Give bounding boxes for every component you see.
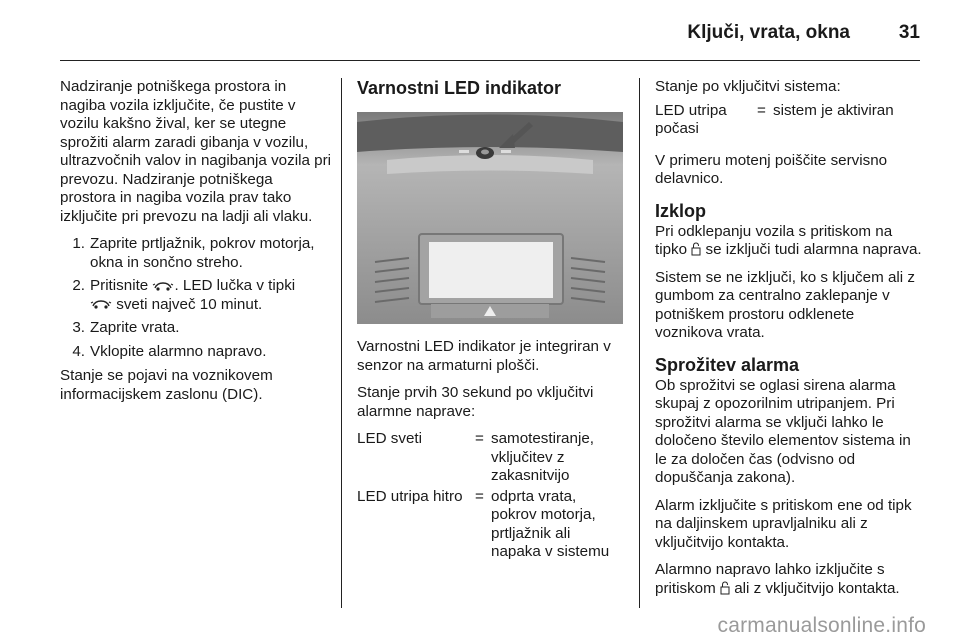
- alarm-paragraph-3: Alarmno napravo lahko izključite s pritiskom ali z vključitvijo kontakta.: [655, 561, 900, 597]
- section-heading-led: Varnostni LED indikator: [357, 78, 562, 98]
- state-after-intro: Stanje po vključitvi sistema:: [655, 78, 841, 95]
- car-alarm-icon: [90, 298, 112, 310]
- page-number: 31: [898, 22, 920, 43]
- table-row: LED utripa hitro = odprta vrata, pokrov motorja, prtljažnik ali napaka v sistemu: [357, 487, 610, 560]
- intro-paragraph: Nadziranje potniškega prostora in nagiba vozila izključite, če pustite v vozilu kakšno žival, ker se utegne sprožiti alarm zaradi gibanja v vozilu, ultrazvočnih valov in nagibanja vozila pri prevozu. Nadziranje potniškega prostora in nagiba vozila prav tako izključite pri prevozu na ladji ali vlaku.: [60, 78, 331, 225]
- section-heading-izklop: Izklop: [655, 200, 707, 221]
- state-intro: Stanje prvih 30 sekund po vključitvi alarmne naprave:: [357, 384, 594, 420]
- alarm-paragraph-2: Alarm izključite s pritiskom ene od tipk na daljinskem upravljalniku ali z vključitvijo kontakta.: [655, 496, 912, 551]
- column-divider-1: [341, 78, 342, 608]
- list-item: 3. Zaprite vrata.: [72, 319, 180, 336]
- column-divider-2: [639, 78, 640, 608]
- lock-icon: [691, 242, 701, 256]
- page-title: Ključi, vrata, okna: [687, 22, 850, 43]
- watermark: carmanualsonline.info: [717, 614, 926, 637]
- column-1: [60, 78, 332, 413]
- list-item: 2. Pritisnite . LED lučka v tipki sveti največ 10 minut.: [72, 277, 296, 313]
- steps-list: [60, 235, 332, 361]
- lock-icon: [720, 581, 730, 595]
- table-row: LED sveti = samotestiranje, vključitev z zakasnitvijo: [357, 430, 594, 484]
- izklop-paragraph-2: Sistem se ne izključi, ko s ključem ali z gumbom za centralno zaklepanje v potniškem prostoru odklenete voznikova vrata.: [655, 268, 915, 341]
- section-heading-alarm: Sprožitev alarma: [655, 354, 800, 375]
- photo-caption: Varnostni LED indikator je integriran v senzor na armaturni plošči.: [357, 338, 611, 374]
- alarm-paragraph-1: Ob sprožitvi se oglasi sirena alarma skupaj z opozorilnim utripanjem. Pri sprožitvi alarma se vključi lahko le določeno število elementov sistema in le za določen čas (odvisno od dopuščanja zakona).: [655, 376, 911, 486]
- izklop-paragraph-1: Pri odklepanju vozila s pritiskom na tipko se izključi tudi alarmna naprava.: [655, 222, 922, 258]
- column-3: [655, 78, 923, 607]
- list-item: 1. Zaprite prtljažnik, pokrov motorja, okna in sončno streho.: [72, 235, 315, 271]
- page-header: [60, 18, 920, 58]
- fault-paragraph: V primeru motenj poiščite servisno delavnico.: [655, 151, 888, 187]
- outro-paragraph: Stanje se pojavi na voznikovem informacijskem zaslonu (DIC).: [60, 367, 273, 403]
- led-state-table: [357, 430, 623, 562]
- led-state-after-table: [655, 102, 923, 139]
- dashboard-led-photo: [357, 112, 623, 324]
- car-alarm-icon: [152, 280, 174, 292]
- header-divider: [60, 60, 920, 61]
- list-item: 4. Vklopite alarmno napravo.: [72, 342, 267, 360]
- column-2: [357, 78, 623, 571]
- table-row: LED utripa počasi = sistem je aktiviran: [655, 101, 894, 137]
